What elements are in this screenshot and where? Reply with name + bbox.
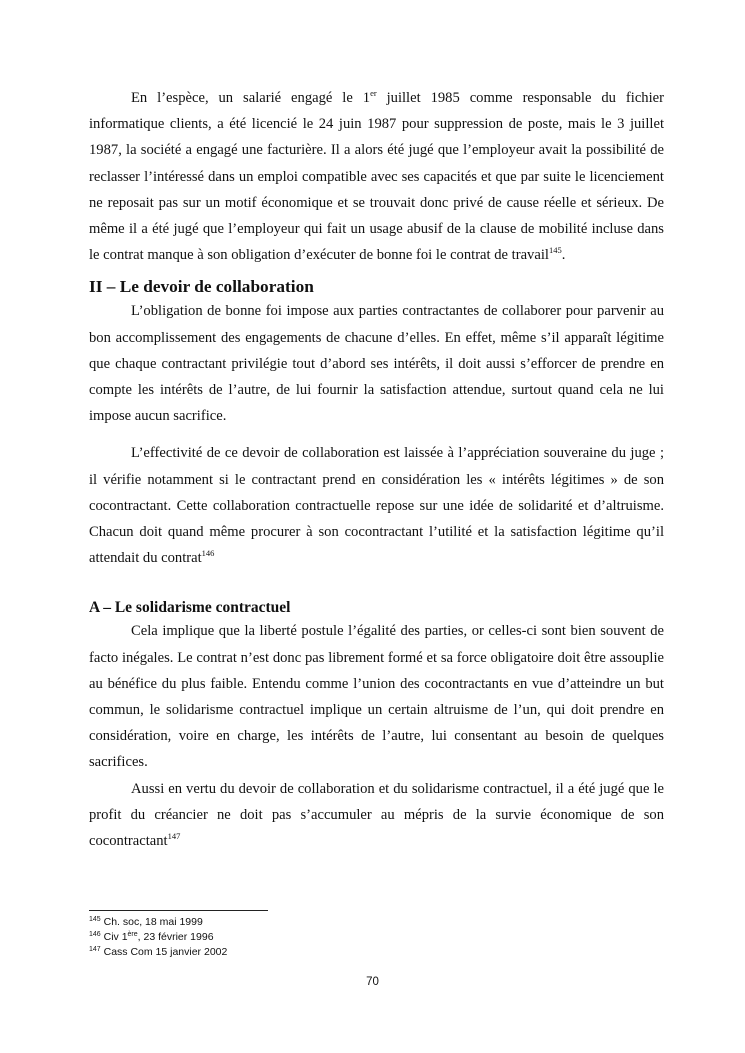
footnote-text: Ch. soc, 18 mai 1999: [100, 916, 203, 928]
footnote-divider: [89, 910, 268, 911]
footnote-number: 146: [89, 931, 101, 938]
section-heading-collaboration: II – Le devoir de collaboration: [89, 277, 314, 297]
text-run: En l’espèce, un salarié engagé le 1: [131, 90, 371, 106]
text-run: .: [561, 247, 566, 264]
footnote-ref-145: 145: [548, 245, 562, 256]
text-run: juillet 1985 comme responsable du fichier informatique clients, a été licencié le 24 juin 1987 pour suppression de poste, mais le 3 juillet 1987, la société a engagé une facturière. Il a alors été jugé que l’employeur avait la possibilité de reclasser l’intéressé dans un emploi compatible avec ses capacités et que par suite le licenciement ne reposait pas sur un motif économique et se trouvait donc privé de cause réelle et sérieux. De même il a été jugé que l’employeur qui fait un usage abusif de la clause de mobilité incluse dans le contrat manque à son obligation d’exécuter de bonne foi le contrat de travail: [89, 90, 664, 264]
paragraph-creancier: [89, 776, 664, 855]
footnote-text: , 23 février 1996: [137, 931, 214, 943]
paragraph-effectivite: [89, 440, 664, 571]
footnote-147: [89, 945, 664, 960]
footnote-146: [89, 930, 664, 945]
subsection-heading-solidarisme: A – Le solidarisme contractuel: [89, 599, 291, 617]
paragraph-obligation: L’obligation de bonne foi impose aux parties contractantes de collaborer pour parvenir au bon accomplissement des engagements de chacune d’elles. En effet, même s’il apparaît légitime que chaque contractant privilégie tout d’abord ses intérêts, il doit aussi s’efforcer de prendre en compte les intérêts de l’autre, de lui fournir la satisfaction attendue, surtout quand cela ne lui impose aucun sacrifice.: [89, 303, 664, 425]
footnote-number: 145: [89, 916, 101, 923]
text-run: L’effectivité de ce devoir de collaboration est laissée à l’appréciation souveraine du juge ; il vérifie notamment si le contractant prend en considération les « intérêts légitimes » de son cocontractant. Cette collaboration contractuelle repose sur une idée de solidarité et d’altruisme. Chacun doit quand même procurer à son cocontractant l’utilité et la satisfaction légitime qu’il attendait du contrat: [89, 445, 664, 567]
superscript: er: [370, 88, 377, 98]
footnote-145: [89, 915, 664, 930]
superscript: ère: [127, 931, 138, 938]
footnotes: [89, 910, 664, 960]
page-body: [89, 85, 664, 854]
footnote-ref-146: 146: [201, 548, 215, 559]
paragraph-liberte: Cela implique que la liberté postule l’égalité des parties, or celles-ci sont bien souvent de facto inégales. Le contrat n’est donc pas librement formé et sa force obligatoire doit être assouplie au bénéfice du plus faible. Entendu comme l’union des cocontractants en vue d’atteindre un but commun, le solidarisme contractuel implique un certain altruisme de l’un, qui doit prendre en considération, voire en charge, les intérêts de l’autre, lui consentant au besoin de quelques sacrifices.: [89, 623, 664, 771]
footnote-text: Cass Com 15 janvier 2002: [100, 946, 228, 958]
footnote-text: Civ 1: [100, 931, 128, 943]
page-number: 70: [366, 976, 379, 988]
text-run: Aussi en vertu du devoir de collaboration et du solidarisme contractuel, il a été jugé que le profit du créancier ne doit pas s’accumuler au mépris de la survie économique de son cocontractant: [89, 780, 664, 850]
footnote-ref-147: 147: [167, 831, 181, 842]
paragraph-case-example: [89, 85, 664, 268]
footnote-number: 147: [89, 946, 101, 953]
